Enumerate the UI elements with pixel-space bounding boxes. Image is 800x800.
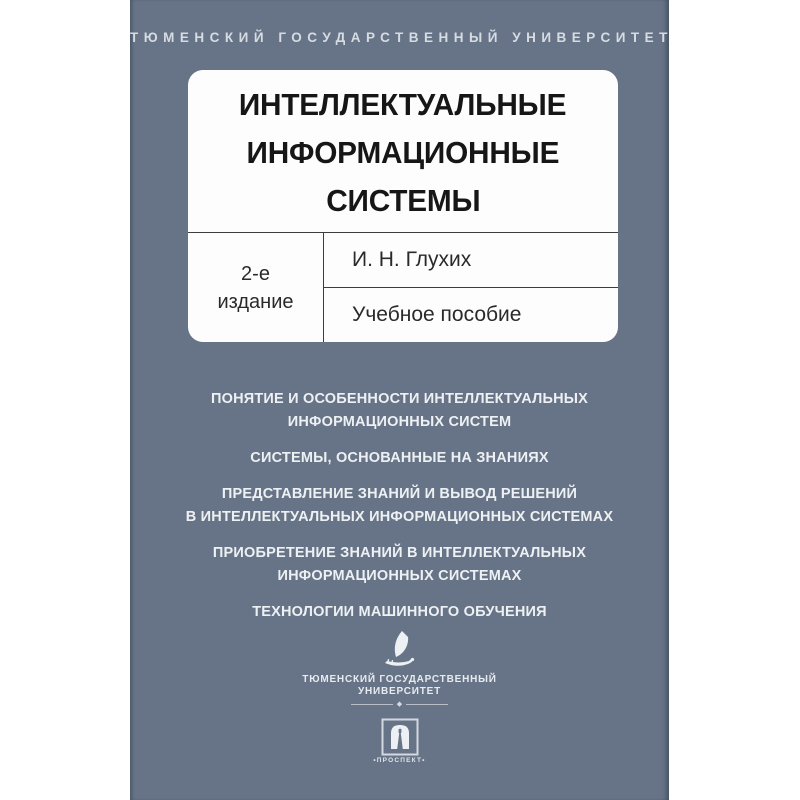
edition-label xyxy=(188,233,324,342)
title-line-2: ИНФОРМАЦИОННЫЕ xyxy=(246,135,560,170)
title-line-1: ИНТЕЛЛЕКТУАЛЬНЫЕ xyxy=(239,87,567,122)
topic-line: В ИНТЕЛЛЕКТУАЛЬНЫХ ИНФОРМАЦИОННЫХ СИСТЕМАХ xyxy=(185,509,614,525)
topic-line: ИНФОРМАЦИОННЫХ СИСТЕМАХ xyxy=(277,568,522,584)
book-title xyxy=(188,70,618,233)
topic-item xyxy=(130,483,669,529)
publisher-logo-area xyxy=(130,630,669,764)
prospekt-publisher-mark xyxy=(373,718,425,764)
title-box xyxy=(188,70,618,342)
topic-line: ПОНЯТИЕ И ОСОБЕННОСТИ ИНТЕЛЛЕКТУАЛЬНЫХ xyxy=(210,391,589,407)
top-university-banner: ТЮМЕНСКИЙ ГОСУДАРСТВЕННЫЙ УНИВЕРСИТЕТ xyxy=(130,30,673,45)
topics-list xyxy=(130,388,669,637)
ornament-emblem: ◆ xyxy=(396,701,403,708)
topic-item xyxy=(130,388,669,434)
topic-line: СИСТЕМЫ, ОСНОВАННЫЕ НА ЗНАНИЯХ xyxy=(250,450,549,466)
author-subtitle-column xyxy=(324,233,618,342)
topic-line: ПРИОБРЕТЕНИЕ ЗНАНИЙ В ИНТЕЛЛЕКТУАЛЬНЫХ xyxy=(212,545,587,561)
topic-line: ТЕХНОЛОГИИ МАШИННОГО ОБУЧЕНИЯ xyxy=(252,604,547,620)
topic-item xyxy=(130,601,669,624)
topic-item xyxy=(130,447,669,470)
university-name-line-2: УНИВЕРСИТЕТ xyxy=(357,686,442,697)
topic-line: ИНФОРМАЦИОННЫХ СИСТЕМ xyxy=(287,414,512,430)
title-meta-row xyxy=(188,233,618,342)
sailboat-icon xyxy=(380,630,420,672)
ornament-line-right xyxy=(406,704,448,705)
ornament-divider xyxy=(351,701,448,708)
edition-line-1: 2-е xyxy=(241,262,270,285)
topic-line: ПРЕДСТАВЛЕНИЕ ЗНАНИЙ И ВЫВОД РЕШЕНИЙ xyxy=(221,486,578,502)
university-name-line-1: ТЮМЕНСКИЙ ГОСУДАРСТВЕННЫЙ xyxy=(302,674,497,685)
university-logo-name xyxy=(302,674,496,698)
book-cover xyxy=(130,0,673,800)
prospekt-label: •ПРОСПЕКТ• xyxy=(373,757,426,764)
ornament-line-left xyxy=(351,704,393,705)
topic-item xyxy=(130,542,669,588)
book-subtitle: Учебное пособие xyxy=(352,303,522,326)
edition-line-2: издание xyxy=(217,290,294,313)
author-name: И. Н. Глухих xyxy=(324,233,618,288)
title-line-3: СИСТЕМЫ xyxy=(325,183,481,218)
prospekt-arch-icon xyxy=(381,718,419,756)
